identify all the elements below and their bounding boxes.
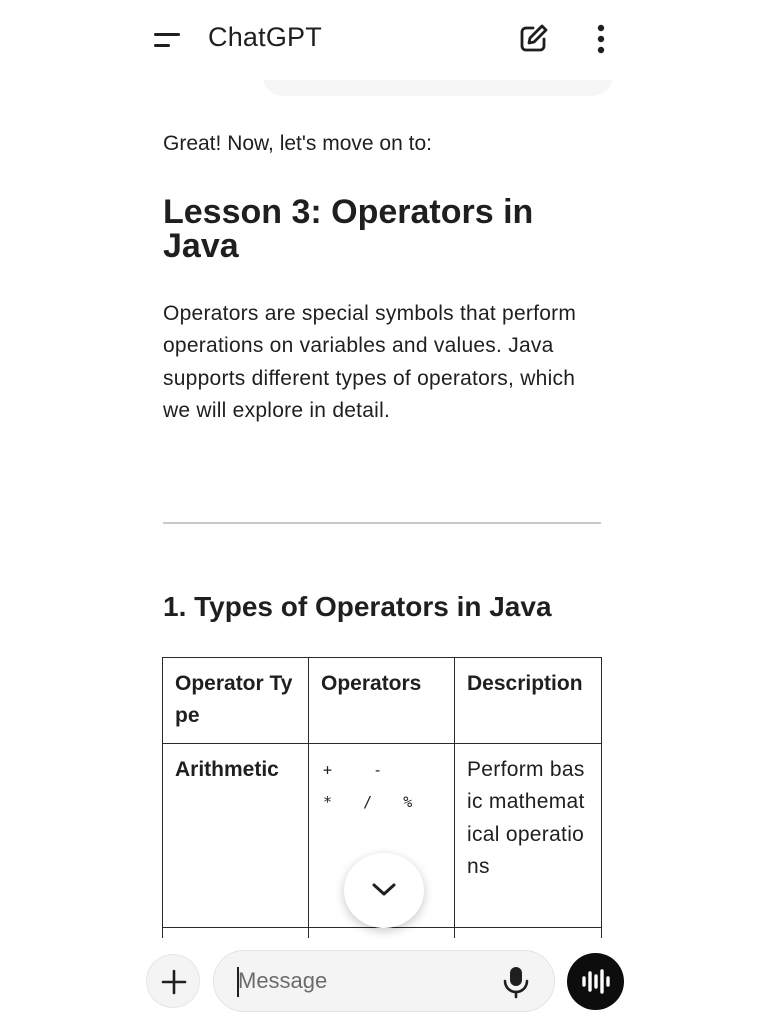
operators-code: + - * / % xyxy=(323,760,414,811)
divider xyxy=(163,522,601,524)
app-title: ChatGPT xyxy=(208,22,322,52)
message-input[interactable] xyxy=(236,964,498,998)
lesson-paragraph: Operators are special symbols that perform operations on variables and values. Java supports different types of operators, which we will explore in detail. xyxy=(163,302,577,423)
microphone-icon[interactable] xyxy=(500,965,532,999)
table-header-cell: Description xyxy=(455,658,602,744)
table-cell-type: Arithmetic xyxy=(163,743,309,927)
voice-mode-button[interactable] xyxy=(567,953,624,1010)
plus-button[interactable] xyxy=(146,954,200,1008)
section-title: 1. Types of Operators in Java xyxy=(163,591,552,622)
lesson-title: Lesson 3: Operators in Java xyxy=(163,193,534,265)
chevron-down-icon xyxy=(371,879,397,901)
table-header-cell: Operator Type xyxy=(163,658,309,744)
plus-icon xyxy=(161,969,187,995)
voice-mode-icon xyxy=(581,968,610,995)
composer xyxy=(0,938,768,1024)
table-header-row xyxy=(163,658,602,744)
table-header-cell: Operators xyxy=(309,658,455,744)
menu-icon[interactable] xyxy=(146,20,188,60)
message-intro: Great! Now, let's move on to: xyxy=(163,132,432,155)
message-box xyxy=(213,950,555,1012)
more-vertical-icon[interactable] xyxy=(584,18,618,60)
app-bar xyxy=(0,0,768,80)
scroll-to-bottom-button[interactable] xyxy=(344,853,424,928)
table-cell-description: Perform basic mathematical operations xyxy=(455,743,602,927)
edit-icon[interactable] xyxy=(512,18,554,60)
